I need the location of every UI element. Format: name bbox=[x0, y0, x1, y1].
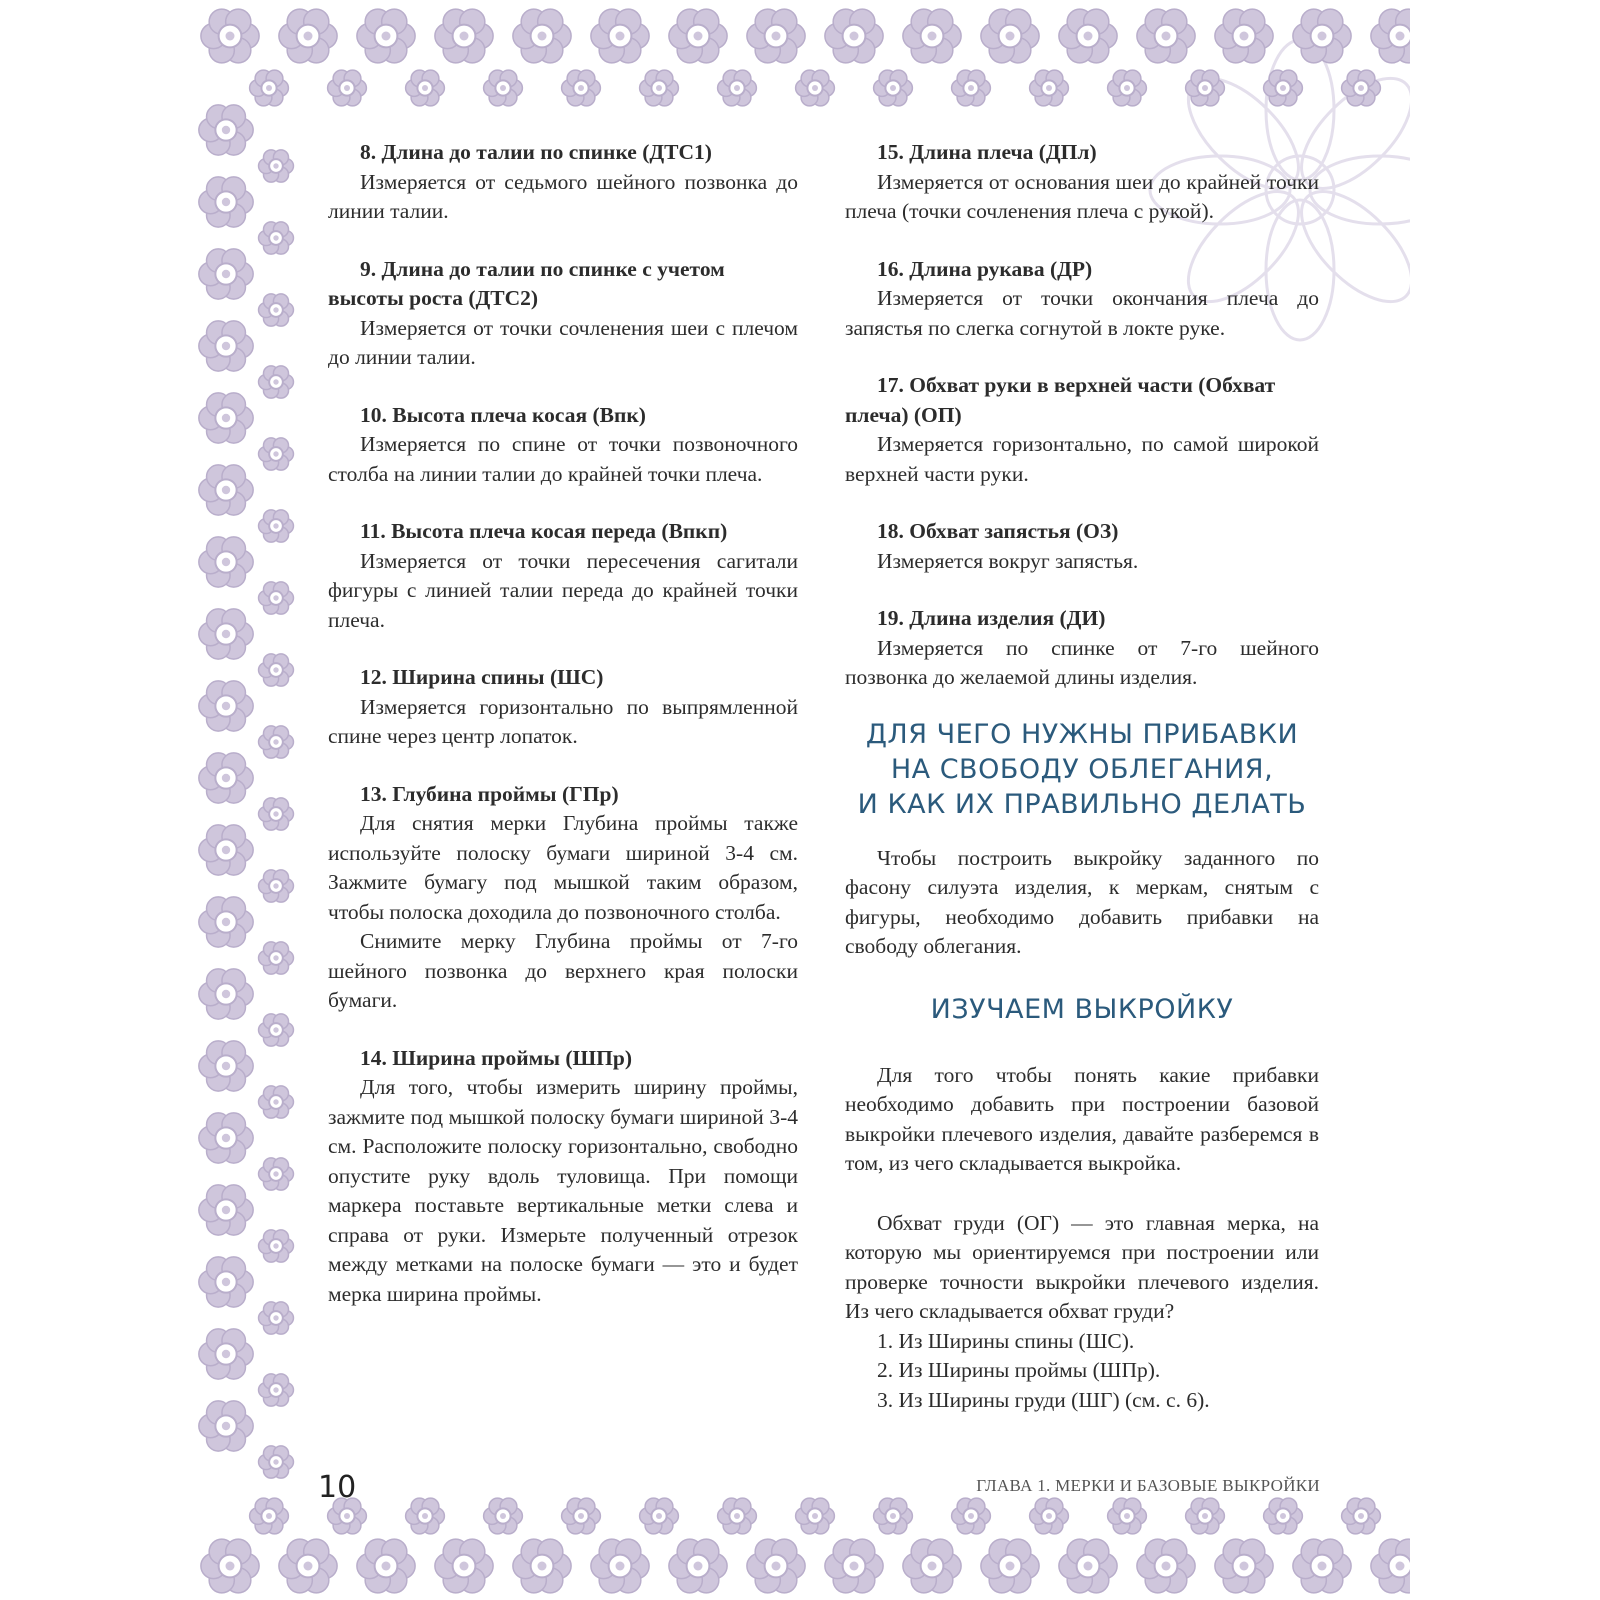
lace-flower bbox=[591, 1539, 649, 1593]
lace-flower bbox=[562, 1498, 601, 1534]
lace-flower bbox=[952, 1498, 991, 1534]
lace-flower bbox=[1264, 1498, 1303, 1534]
lace-flower bbox=[1108, 70, 1147, 106]
lace-flower bbox=[199, 969, 253, 1019]
lace-flower bbox=[874, 1498, 913, 1534]
lace-flower bbox=[259, 366, 294, 398]
running-footer: ГЛАВА 1. МЕРКИ И БАЗОВЫЕ ВЫКРОЙКИ bbox=[976, 1476, 1320, 1495]
measurement-item bbox=[328, 1044, 798, 1310]
lace-flower bbox=[199, 1185, 253, 1235]
lace-flower bbox=[259, 294, 294, 326]
lace-flower bbox=[259, 1086, 294, 1118]
lace-flower bbox=[357, 1539, 415, 1593]
lace-flower bbox=[259, 654, 294, 686]
lace-flower bbox=[1371, 9, 1410, 63]
item-description: Измеряется горизонтально, по самой широкой верхней части руки. bbox=[845, 432, 1319, 486]
item-title: 18. Обхват запястья (ОЗ) bbox=[877, 519, 1119, 543]
lace-flower bbox=[259, 1374, 294, 1406]
measurement-item bbox=[328, 401, 798, 490]
lace-flower bbox=[406, 1498, 445, 1534]
measurement-item bbox=[845, 517, 1319, 576]
item-description: Измеряется по спинке от 7-го шейного позвонка до желаемой длины изделия. bbox=[845, 635, 1319, 689]
item-title: 10. Высота плеча косая (Впк) bbox=[360, 402, 646, 427]
item-description: Измеряется от точки пересечения сагитали фигуры с линией талии переда до крайней точки плеча. bbox=[328, 548, 798, 632]
lace-flower bbox=[640, 70, 679, 106]
item-description: Измеряется от основания шеи до крайней точки плеча (точки сочленения плеча с рукой). bbox=[845, 169, 1319, 223]
lace-flower bbox=[1059, 1539, 1117, 1593]
item-title: 15. Длина плеча (ДПл) bbox=[877, 140, 1097, 164]
measurement-item bbox=[328, 780, 798, 1016]
lace-flower bbox=[199, 1401, 253, 1451]
lace-flower bbox=[199, 393, 253, 443]
lace-flower bbox=[1030, 1498, 1069, 1534]
lace-flower bbox=[259, 1158, 294, 1190]
section-heading: ДЛЯ ЧЕГО НУЖНЫ ПРИБАВКИ НА СВОБОДУ ОБЛЕГАНИЯ, И КАК ИХ ПРАВИЛЬНО ДЕЛАТЬ bbox=[857, 718, 1307, 820]
lace-flower bbox=[259, 1302, 294, 1334]
lace-flower bbox=[669, 1539, 727, 1593]
lace-flower bbox=[484, 70, 523, 106]
lace-flower bbox=[1215, 9, 1273, 63]
lace-flower bbox=[1186, 70, 1225, 106]
item-description: Измеряется от точки окончания плеча до запястья по слегка согнутой в локте руке. bbox=[845, 286, 1319, 340]
right-column bbox=[845, 138, 1319, 1415]
lace-flower bbox=[357, 9, 415, 63]
left-column bbox=[328, 138, 798, 1337]
item-description: Измеряется по спине от точки позвоночного столба на линии талии до крайней точки плеча. bbox=[328, 432, 798, 486]
lace-flower bbox=[513, 9, 571, 63]
item-title: 12. Ширина спины (ШС) bbox=[360, 665, 604, 689]
lace-flower bbox=[199, 177, 253, 227]
measurement-item bbox=[328, 517, 798, 635]
lace-flower bbox=[250, 1498, 289, 1534]
item-title: 13. Глубина проймы (ГПр) bbox=[360, 781, 619, 806]
lace-flower bbox=[279, 9, 337, 63]
item-title: 8. Длина до талии по спинке (ДТС1) bbox=[360, 140, 712, 164]
lace-flower bbox=[1137, 1539, 1195, 1593]
lace-flower bbox=[1108, 1498, 1147, 1534]
lace-flower bbox=[1342, 70, 1381, 106]
lace-flower bbox=[199, 1113, 253, 1163]
lace-flower bbox=[259, 582, 294, 614]
list-item: 1. Из Ширины спины (ШС). bbox=[877, 1328, 1135, 1353]
lace-flower bbox=[199, 1041, 253, 1091]
lace-flower bbox=[1371, 1539, 1410, 1593]
lace-flower bbox=[259, 150, 294, 182]
lace-flower bbox=[981, 9, 1039, 63]
item-description: Измеряется горизонтально по выпрямленной спине через центр лопаток. bbox=[328, 694, 798, 748]
paragraph: Для того чтобы понять какие прибавки необходимо добавить при построении базовой выкройки плечевого изделия, давайте разберемся в том, из чего складывается выкройка. bbox=[845, 1062, 1319, 1175]
item-description: Снимите мерку Глубина проймы от 7-го шейного позвонка до верхнего края полоски бумаги. bbox=[328, 929, 798, 1012]
measurement-item bbox=[328, 663, 798, 752]
lace-flower bbox=[874, 70, 913, 106]
lace-flower bbox=[199, 321, 253, 371]
measurement-item bbox=[328, 138, 798, 227]
lace-flower bbox=[825, 9, 883, 63]
lace-flower bbox=[199, 609, 253, 659]
book-page bbox=[190, 0, 1410, 1600]
lace-flower bbox=[562, 70, 601, 106]
lace-flower bbox=[259, 726, 294, 758]
lace-flower bbox=[1264, 70, 1303, 106]
measurement-item bbox=[845, 604, 1319, 693]
measurement-item bbox=[845, 138, 1319, 227]
measurement-item bbox=[845, 371, 1319, 489]
lace-flower bbox=[199, 537, 253, 587]
lace-flower bbox=[796, 1498, 835, 1534]
lace-flower bbox=[259, 942, 294, 974]
item-title: 19. Длина изделия (ДИ) bbox=[877, 606, 1106, 630]
item-title: 9. Длина до талии по спинке с учетом высоты роста (ДТС2) bbox=[328, 256, 725, 310]
section-heading: ИЗУЧАЕМ ВЫКРОЙКУ bbox=[930, 993, 1234, 1025]
lace-flower bbox=[250, 70, 289, 106]
lace-flower bbox=[199, 1257, 253, 1307]
item-description: Измеряется вокруг запястья. bbox=[877, 548, 1139, 573]
item-description: Измеряется от точки сочленения шеи с плечом до линии талии. bbox=[328, 315, 798, 369]
paragraph: Чтобы построить выкройку заданного по фасону силуэта изделия, к меркам, снятым с фигуры, необходимо добавить прибавки на свободу облегания. bbox=[845, 845, 1319, 958]
lace-flower bbox=[1137, 9, 1195, 63]
lace-flower bbox=[199, 825, 253, 875]
lace-flower bbox=[259, 1446, 294, 1478]
lace-flower bbox=[259, 870, 294, 902]
lace-flower bbox=[903, 9, 961, 63]
item-description: Для снятия мерки Глубина проймы также используйте полоску бумаги шириной 3-4 см. Зажмите бумагу под мышкой таким образом, чтобы полоска доходила до позвоночного столба. bbox=[328, 811, 798, 924]
lace-flower bbox=[1215, 1539, 1273, 1593]
lace-flower bbox=[406, 70, 445, 106]
lace-flower bbox=[259, 1230, 294, 1262]
measurement-item bbox=[328, 255, 798, 373]
lace-flower bbox=[747, 1539, 805, 1593]
lace-flower bbox=[279, 1539, 337, 1593]
item-title: 14. Ширина проймы (ШПр) bbox=[360, 1045, 633, 1070]
lace-flower bbox=[825, 1539, 883, 1593]
lace-flower bbox=[484, 1498, 523, 1534]
lace-flower bbox=[201, 1539, 259, 1593]
list-item: 2. Из Ширины проймы (ШПр). bbox=[877, 1358, 1161, 1382]
lace-flower bbox=[199, 1329, 253, 1379]
lace-flower bbox=[259, 798, 294, 830]
lace-flower bbox=[435, 9, 493, 63]
lace-flower bbox=[201, 9, 259, 63]
lace-flower bbox=[199, 681, 253, 731]
lace-flower bbox=[1293, 1539, 1351, 1593]
lace-flower bbox=[1030, 70, 1069, 106]
lace-flower bbox=[199, 753, 253, 803]
lace-flower bbox=[199, 105, 253, 155]
lace-flower bbox=[1342, 1498, 1381, 1534]
paragraph: Обхват груди (ОГ) — это главная мерка, на которую мы ориентируемся при построении или проверке точности выкройки плечевого изделия. Из чего складывается обхват груди? bbox=[845, 1210, 1319, 1323]
lace-flower bbox=[1293, 9, 1351, 63]
item-title: 17. Обхват руки в верхней части (Обхват плеча) (ОП) bbox=[845, 373, 1276, 427]
lace-flower bbox=[199, 465, 253, 515]
lace-flower bbox=[435, 1539, 493, 1593]
page-number: 10 bbox=[318, 1470, 357, 1505]
item-description: Для того, чтобы измерить ширину проймы, зажмите под мышкой полоску бумаги шириной 3-4 см. Расположите полоску горизонтально, свободно опустите руку вдоль туловища. При помощи маркера поставьте вертикальные метки слева и справа от руки. Измерьте полученный отрезок между метками на полоске бумаги — это и будет мерка ширина проймы. bbox=[328, 1075, 798, 1306]
lace-flower bbox=[903, 1539, 961, 1593]
lace-flower bbox=[981, 1539, 1039, 1593]
lace-flower bbox=[718, 1498, 757, 1534]
lace-flower bbox=[259, 222, 294, 254]
lace-flower bbox=[1186, 1498, 1225, 1534]
lace-flower bbox=[259, 1014, 294, 1046]
lace-flower bbox=[259, 438, 294, 470]
list-item: 3. Из Ширины груди (ШГ) (см. с. 6). bbox=[877, 1387, 1210, 1412]
lace-flower bbox=[669, 9, 727, 63]
lace-flower bbox=[328, 70, 367, 106]
lace-flower bbox=[747, 9, 805, 63]
lace-flower bbox=[259, 510, 294, 542]
lace-flower bbox=[199, 249, 253, 299]
lace-flower bbox=[640, 1498, 679, 1534]
lace-flower bbox=[718, 70, 757, 106]
lace-flower bbox=[199, 897, 253, 947]
lace-flower bbox=[513, 1539, 571, 1593]
item-description: Измеряется от седьмого шейного позвонка до линии талии. bbox=[328, 169, 798, 223]
measurement-item bbox=[845, 255, 1319, 344]
lace-flower bbox=[1059, 9, 1117, 63]
item-title: 11. Высота плеча косая переда (Впкп) bbox=[360, 519, 728, 543]
lace-flower bbox=[796, 70, 835, 106]
lace-flower bbox=[591, 9, 649, 63]
lace-flower bbox=[952, 70, 991, 106]
item-title: 16. Длина рукава (ДР) bbox=[877, 256, 1093, 281]
